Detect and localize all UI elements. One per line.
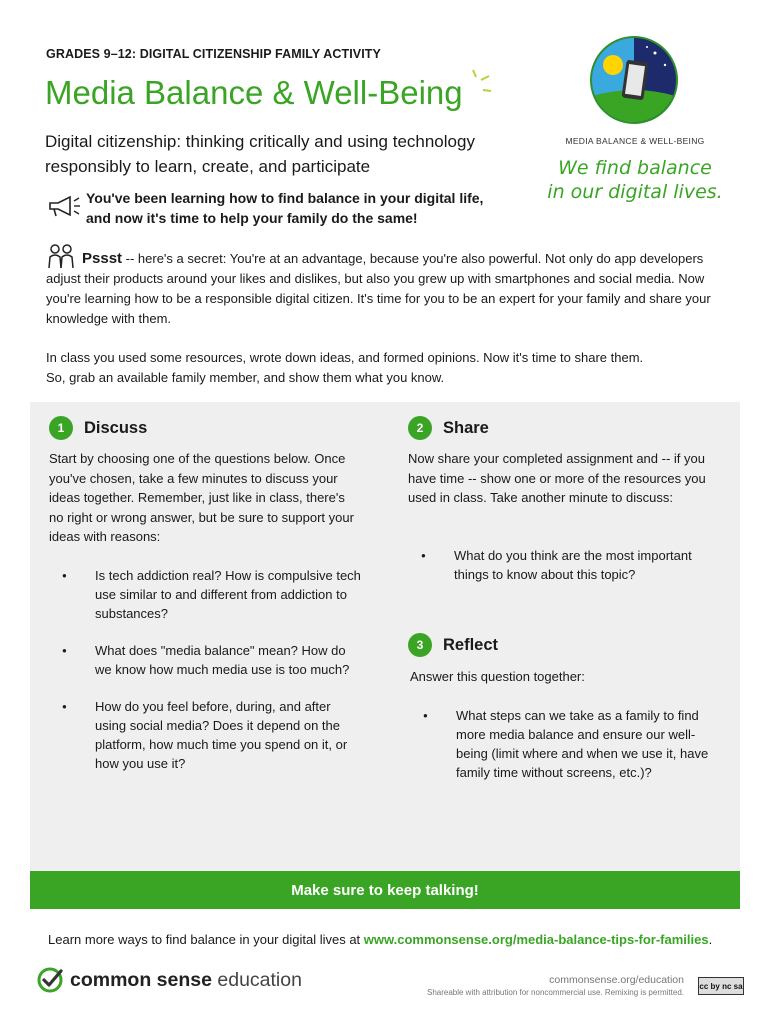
reflect-intro: Answer this question together: bbox=[410, 669, 585, 684]
reflect-bullets bbox=[411, 706, 711, 800]
badge-tagline bbox=[530, 156, 740, 204]
list-item: ● How do you feel before, during, and after using social media? Does it depend on the platform, how much time you spend on it, or how you use it? bbox=[50, 697, 365, 773]
secret-text: -- here's a secret: You're at an advantage, because you're also powerful. Not only do app developers adjust their products around your likes and dislikes, but also you grew up with smartphones and social media. Now you're learning how to be a responsible digital citizen. It's time for you to be an expert for your family and share your knowledge with them. bbox=[46, 251, 711, 326]
discuss-intro: Start by choosing one of the questions below. Once you've chosen, take a few minutes to discuss your ideas together. Remember, just like in class, there's no right or wrong answer, but be sure to support your ideas with reasons: bbox=[49, 451, 354, 544]
page-eyebrow: GRADES 9–12: DIGITAL CITIZENSHIP FAMILY ACTIVITY bbox=[46, 47, 381, 61]
in-class-line2: So, grab an available family member, and show them what you know. bbox=[46, 370, 445, 385]
footer-license: Shareable with attribution for noncommercial use. Remixing is permitted. bbox=[426, 988, 684, 997]
learn-more-link[interactable]: www.commonsense.org/media-balance-tips-for-families bbox=[363, 932, 709, 947]
list-item: ● What do you think are the most important things to know about this topic? bbox=[409, 546, 719, 584]
activity-panel bbox=[30, 402, 740, 872]
share-intro: Now share your completed assignment and -- if you have time -- show one or more of the resources you used in class. Take another minute to discuss: bbox=[408, 451, 706, 505]
people-whispering-icon bbox=[46, 243, 76, 269]
learn-more-end: . bbox=[708, 932, 713, 947]
footer-site: commonsense.org/education bbox=[549, 974, 684, 986]
footer-meta bbox=[427, 974, 684, 997]
creative-commons-badge-icon: cc by nc sa bbox=[698, 977, 744, 995]
discuss-bullets bbox=[50, 566, 365, 791]
step-title: Share bbox=[443, 418, 489, 437]
secret-paragraph bbox=[46, 243, 736, 329]
common-sense-logo bbox=[36, 966, 302, 994]
badge-tagline-line2: in our digital lives. bbox=[547, 181, 723, 203]
callout-text: You've been learning how to find balance in your digital life, and now it's time to help your family do the same! bbox=[86, 190, 484, 226]
step-title: Discuss bbox=[84, 418, 148, 437]
checkmark-circle-icon bbox=[36, 966, 64, 994]
page-subtitle: Digital citizenship: thinking critically and using technology responsibly to learn, create, and participate bbox=[45, 132, 475, 176]
reflect-heading bbox=[408, 633, 498, 657]
badge-caption: MEDIA BALANCE & WELL-BEING bbox=[565, 136, 705, 146]
step-number: 1 bbox=[49, 416, 73, 440]
learn-more-text: Learn more ways to find balance in your digital lives at bbox=[48, 932, 364, 947]
discuss-heading bbox=[49, 416, 147, 440]
callout bbox=[46, 188, 506, 228]
badge-tagline-line1: We find balance bbox=[558, 157, 712, 179]
step-number: 2 bbox=[408, 416, 432, 440]
secret-lead: Pssst bbox=[82, 250, 123, 267]
share-bullets bbox=[409, 546, 719, 602]
learn-more bbox=[48, 932, 712, 947]
brand-bold: common sense bbox=[70, 968, 212, 991]
list-item: ● What steps can we take as a family to find more media balance and ensure our well-being (limit where and when we use it, have family time without screens, etc.)? bbox=[411, 706, 711, 782]
sparkle-icon bbox=[470, 68, 494, 102]
list-item: ● What does "media balance" mean? How do we know how much media use is too much? bbox=[50, 641, 365, 679]
page-title: Media Balance & Well-Being bbox=[45, 74, 463, 111]
in-class-paragraph bbox=[46, 348, 736, 388]
step-number: 3 bbox=[408, 633, 432, 657]
share-heading bbox=[408, 416, 489, 440]
media-balance-badge-icon bbox=[589, 35, 679, 125]
step-title: Reflect bbox=[443, 635, 499, 654]
megaphone-icon bbox=[46, 195, 86, 217]
keep-talking-banner: Make sure to keep talking! bbox=[30, 871, 740, 909]
list-item: ● Is tech addiction real? How is compulsive tech use similar to and different from addiction to substances? bbox=[50, 566, 365, 623]
in-class-line1: In class you used some resources, wrote down ideas, and formed opinions. Now it's time to share them. bbox=[46, 350, 644, 365]
brand-light: education bbox=[211, 968, 302, 991]
